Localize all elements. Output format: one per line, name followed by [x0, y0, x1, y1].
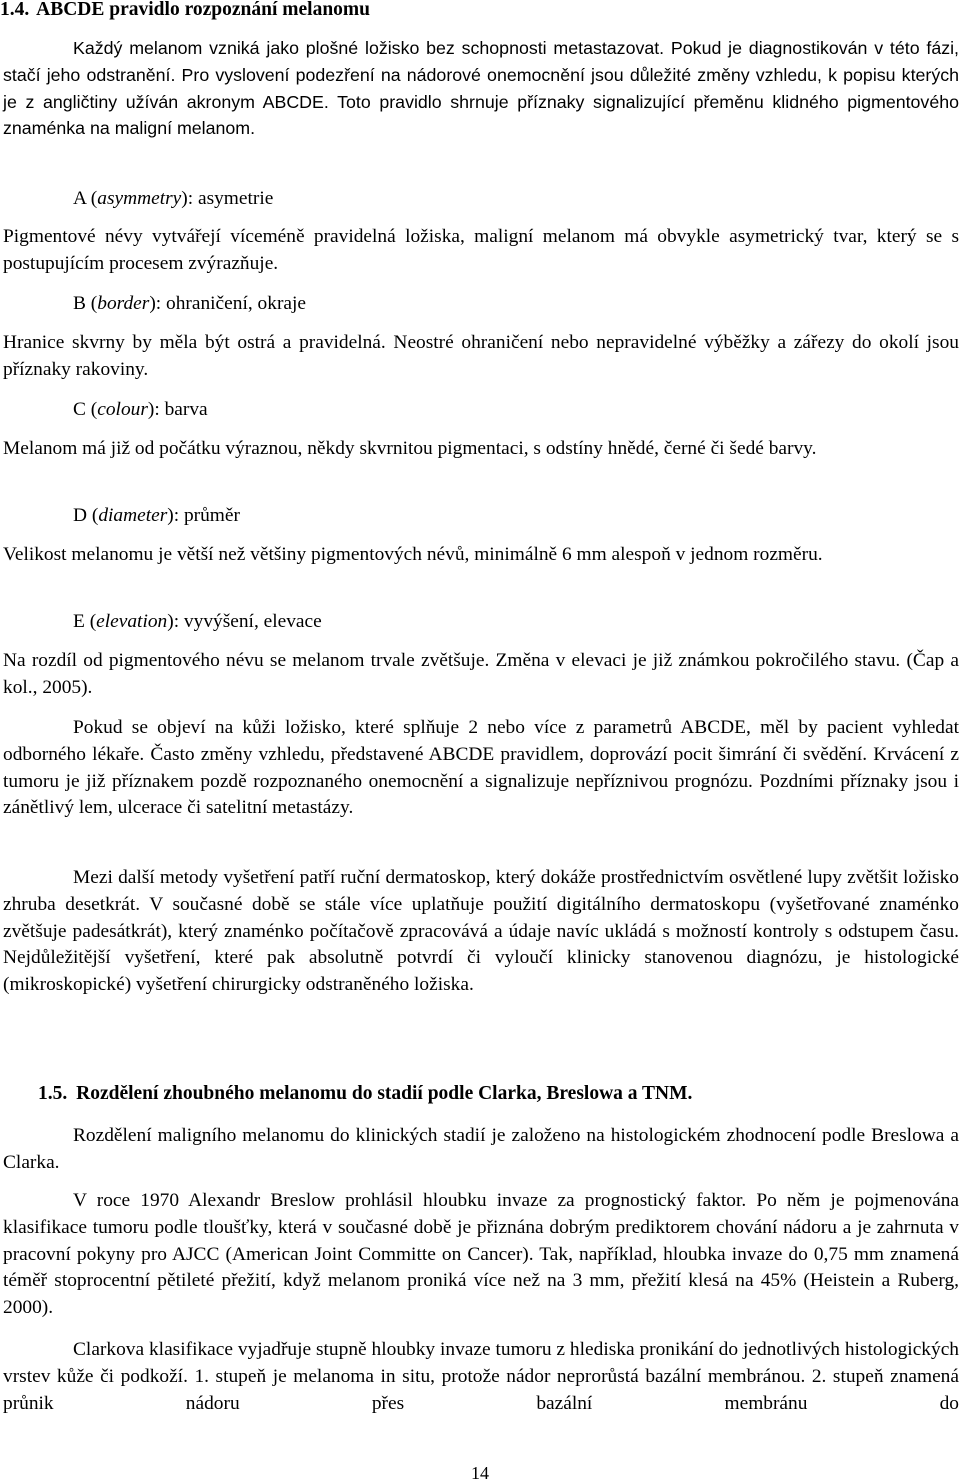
- criterion-d-english: diameter: [98, 505, 168, 526]
- section-heading-1-4: [0, 0, 370, 22]
- intro-paragraph: Každý melanom vzniká jako plošné ložisko bez schopnosti metastazovat. Pokud je diagnostikován v této fázi, stačí jeho odstranění. Pro vyslovení podezření na nádorové onemocnění jsou důležité změny vzhledu, k popisu kterých je z angličtiny užíván akronym ABCDE. Toto pravidlo shrnuje příznaky signalizující přeměnu klidného pigmentového znaménka na maligní melanom.: [3, 38, 959, 139]
- criterion-e-heading: [73, 609, 322, 635]
- criterion-b-heading: [73, 291, 306, 317]
- clark-paragraph: Clarkova klasifikace vyjadřuje stupně hloubky invaze tumoru z hlediska pronikání do jednotlivých histologických vrstev kůže či podkoží. 1. stupeň je melanoma in situ, protože nádor neprorůstá bazální membránou. 2. stupeň znamená průnik nádoru přes bazální membránu do: [3, 1339, 959, 1414]
- methods-paragraph: Mezi další metody vyšetření patří ruční dermatoskop, který dokáže prostřednictvím osvětlené lupy zvětšit ložisko zhruba desetkrát. V současné době se stále více uplatňuje použití digitálního dermatoskopu (vyšetřované znaménko zvětšuje padesátkrát), který znaménko počítačově zpracovává a údaje navíc ukládá s možností kontroly s odstupem času. Nejdůležitější vyšetření, které pak absolutně potvrdí či vyloučí klinicky stanovenou diagnózu, je histologické (mikroskopické) vyšetření chirurgicky odstraněného ložiska.: [3, 867, 959, 996]
- criterion-e-text: Na rozdíl od pigmentového névu se melanom trvale zvětšuje. Změna v elevaci je již známkou pokročilého stavu. (Čap a kol., 2005).: [3, 650, 959, 698]
- criterion-e-letter: E (: [73, 611, 97, 632]
- criterion-e-czech: ): vyvýšení, elevace: [167, 611, 322, 632]
- criterion-c-czech: ): barva: [147, 399, 208, 420]
- criterion-a-text: Pigmentové névy vytvářejí víceméně pravidelná ložiska, maligní melanom má obvykle asymetrický tvar, který se s postupujícím procesem zvýrazňuje.: [3, 226, 959, 274]
- criterion-a-letter: A (: [73, 188, 98, 209]
- criterion-a-heading: [73, 186, 273, 212]
- criterion-c-letter: C (: [73, 399, 98, 420]
- page-number: 14: [471, 1463, 489, 1483]
- breslow-paragraph: V roce 1970 Alexandr Breslow prohlásil hloubku invaze za prognostický faktor. Po něm je pojmenována klasifikace tumoru podle tloušťky, která v současné době je přiznána dobrým prediktorem chování nádoru a je zahrnuta v pracovní pokyny pro AJCC (American Joint Committe on Cancer). Tak, například, hloubka invaze do 0,75 mm znamená téměř stoprocentní pětileté přežití, když melanom proniká více než na 3 mm, přežití klesá na 45% (Heistein a Ruberg, 2000).: [3, 1190, 959, 1319]
- criterion-b-english: border: [97, 293, 150, 314]
- criterion-b-letter: B (: [73, 293, 98, 314]
- section-number: 1.5.: [38, 1083, 68, 1104]
- section-title: ABCDE pravidlo rozpoznání melanomu: [36, 0, 371, 20]
- staging-intro-paragraph: Rozdělení maligního melanomu do klinických stadií je založeno na histologickém zhodnocení podle Breslowa a Clarka.: [3, 1125, 959, 1173]
- criterion-a-english: asymmetry: [97, 188, 182, 209]
- criterion-c-english: colour: [97, 399, 148, 420]
- criterion-d-text: Velikost melanomu je větší než většiny pigmentových névů, minimálně 6 mm alespoň v jednom rozměru.: [3, 544, 823, 565]
- section-number: 1.4.: [0, 0, 30, 20]
- criterion-e-english: elevation: [96, 611, 168, 632]
- criterion-c-text: Melanom má již od počátku výraznou, někdy skvrnitou pigmentaci, s odstíny hnědé, černé či šedé barvy.: [3, 438, 817, 459]
- criterion-d-czech: ): průměr: [167, 505, 240, 526]
- criterion-d-letter: D (: [73, 505, 99, 526]
- criterion-c-heading: [73, 397, 208, 423]
- criterion-b-text: Hranice skvrny by měla být ostrá a pravidelná. Neostré ohraničení nebo nepravidelné výběžky a zářezy do okolí jsou příznaky rakoviny.: [3, 332, 959, 380]
- section-title: Rozdělení zhoubného melanomu do stadií podle Clarka, Breslowa a TNM.: [76, 1083, 693, 1104]
- criterion-b-czech: ): ohraničení, okraje: [149, 293, 306, 314]
- criterion-d-heading: [73, 503, 240, 529]
- section-heading-1-5: [38, 1082, 692, 1106]
- abcde-consequence-paragraph: Pokud se objeví na kůži ložisko, které splňuje 2 nebo více z parametrů ABCDE, měl by pacient vyhledat odborného lékaře. Často změny vzhledu, představené ABCDE pravidlem, doprovází pocit šimrání či svědění. Krvácení z tumoru je již příznakem pozdě rozpoznaného onemocnění a signalizuje nepříznivou prognózu. Pozdními příznaky jsou i zánětlivý lem, ulcerace či satelitní metastázy.: [3, 717, 959, 819]
- criterion-a-czech: ): asymetrie: [181, 188, 274, 209]
